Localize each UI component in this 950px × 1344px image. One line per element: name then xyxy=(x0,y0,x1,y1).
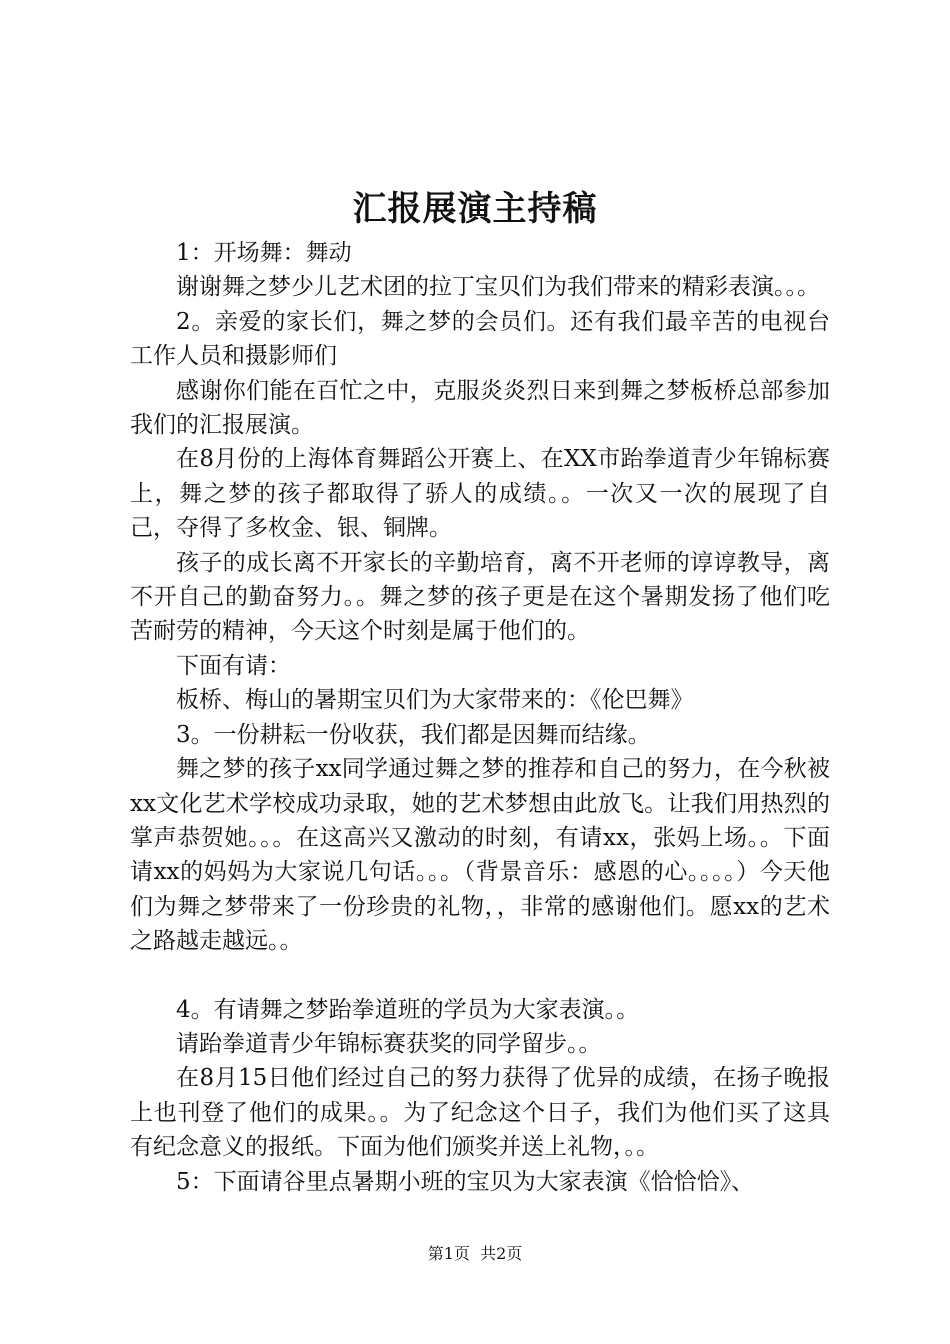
page-total: 共2页 xyxy=(480,1244,523,1263)
page-number: 第1页 xyxy=(427,1244,470,1263)
paragraph: 1：开场舞：舞动 xyxy=(176,240,352,266)
paragraph: 5：下面请谷里点暑期小班的宝贝为大家表演《恰恰恰》、 xyxy=(176,1168,755,1195)
paragraph: 请跆拳道青少年锦标赛获奖的同学留步。。 xyxy=(176,1030,602,1057)
paragraph: 感谢你们能在百忙之中，克服炎炎烈日来到舞之梦板桥总部参加我们的汇报展演。 xyxy=(130,377,830,439)
paragraph: 孩子的成长离不开家长的辛勤培育，离不开老师的谆谆教导，离不开自己的勤奋努力。。舞之梦的孩子更是在这个暑期发扬了他们吃苦耐劳的精神，今天这个时刻是属于他们的。 xyxy=(130,549,830,645)
paragraph: 在8月份的上海体育舞蹈公开赛上、在XX市跆拳道青少年锦标赛上，舞之梦的孩子都取得了骄人的成绩。。一次又一次的展现了自己，夺得了多枚金、银、铜牌。 xyxy=(130,446,830,542)
paragraph: 2。亲爱的家长们，舞之梦的会员们。还有我们最辛苦的电视台工作人员和摄影师们 xyxy=(130,308,830,370)
page-footer xyxy=(0,1243,950,1265)
paragraph: 谢谢舞之梦少儿艺术团的拉丁宝贝们为我们带来的精彩表演。。。 xyxy=(176,274,820,301)
paragraph: 下面有请： xyxy=(176,652,291,679)
paragraph: 在8月15日他们经过自己的努力获得了优异的成绩，在扬子晚报上也刊登了他们的成果。。为了纪念这个日子，我们为他们买了这具有纪念意义的报纸。下面为他们颁奖并送上礼物，。。 xyxy=(130,1065,830,1161)
document-title: 汇报展演主持稿 xyxy=(352,189,598,229)
paragraph: 板桥、梅山的暑期宝贝们为大家带来的：《伦巴舞》 xyxy=(176,687,694,714)
paragraph: 舞之梦的孩子xx同学通过舞之梦的推荐和自己的努力，在今秋被xx文化艺术学校成功录取，她的艺术梦想由此放飞。让我们用热烈的掌声恭贺她。。。在这高兴又激动的时刻，有请xx，张妈上场。。下面请xx的妈妈为大家说几句话。。。（背景音乐：感恩的心。。。。）今天他们为舞之梦带来了一份珍贵的礼物，，非常的感谢他们。愿xx的艺术之路越走越远。。 xyxy=(130,756,830,955)
paragraph: 4。有请舞之梦跆拳道班的学员为大家表演。。 xyxy=(176,996,640,1023)
document-body xyxy=(130,236,830,1199)
paragraph: 3。一份耕耘一份收获，我们都是因舞而结缘。 xyxy=(176,721,651,748)
